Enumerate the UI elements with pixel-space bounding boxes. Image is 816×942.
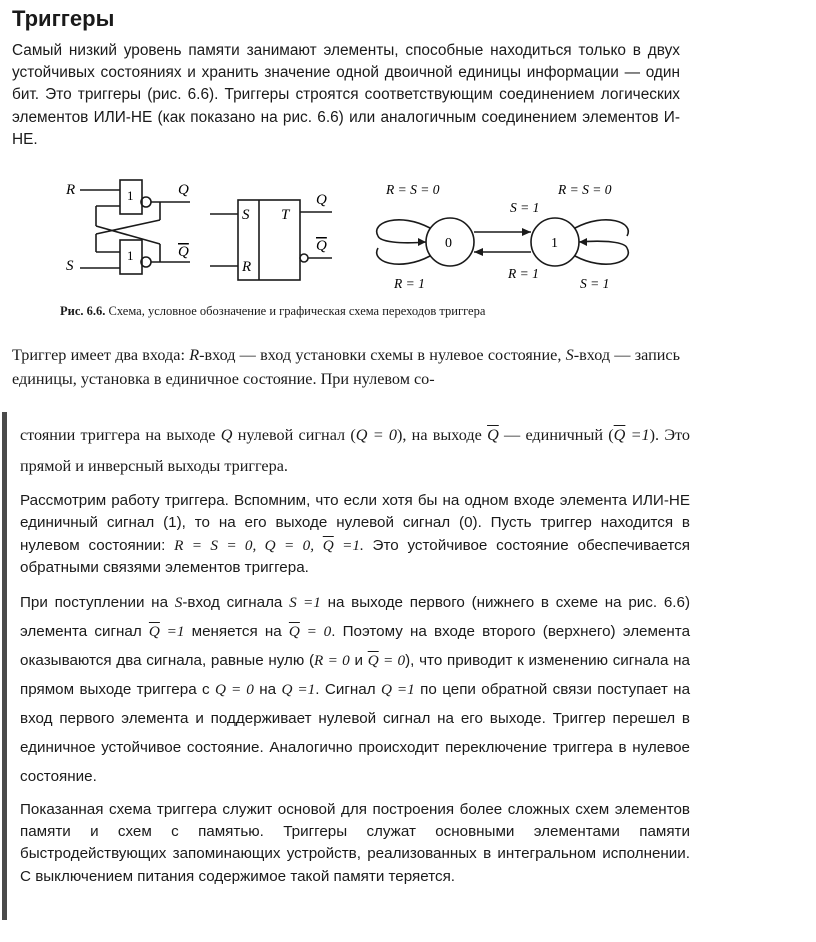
latch-s-label: S (66, 258, 74, 274)
continuation-block (20, 420, 690, 896)
state-1: 1 (551, 236, 558, 251)
symbol-r-label: R (242, 259, 252, 275)
intro-paragraph: Самый низкий уровень памяти занимают элементы, способные находиться только в двух устойчивых состояниях и хранить значение одной двоичной единицы информации — один бит. Это триггеры (рис. 6.6). Триггеры строятся соответствующим соединением логических элементов ИЛИ-НЕ (как показано на рис. 6.6) или аналогичным соединением элементов И-НЕ. (12, 42, 680, 148)
loop1-bottom-label: S = 1 (580, 276, 610, 291)
edge-10-label: R = 1 (508, 266, 539, 281)
caption-text: Схема, условное обозначение и графическая схема переходов триггера (108, 304, 486, 318)
latch-gate-lower: 1 (127, 248, 134, 263)
left-border-bar (2, 412, 7, 920)
loop1-top-label: R = S = 0 (558, 182, 612, 197)
symbol-s-label: S (242, 207, 250, 223)
final-paragraph: Показанная схема триггера служит основой для построения более сложных схем элементов памяти и схем с памятью. Триггеры служат основными элементами памяти быстродействующих запоминающих устройств, реализованных в интегральном исполнении. С выключением питания содержимое такой памяти теряется. (20, 800, 690, 885)
figure-caption (60, 304, 660, 319)
latch-q-label: Q (178, 182, 189, 198)
latch-r-label: R (66, 182, 76, 198)
symbol-qbar-label: Q (316, 238, 327, 254)
caption-number: Рис. 6.6. (60, 304, 106, 318)
state-0: 0 (445, 236, 452, 251)
latch-qbar-label: Q (178, 244, 189, 260)
latch-gate-upper: 1 (127, 188, 134, 203)
trigger-symbol (210, 200, 332, 280)
work-paragraph: Рассмотрим работу триггера. Вспомним, что если хотя бы на одном входе элемента ИЛИ-НЕ единичный сигнал (1), то на его выходе нулевой сигнал (0). Пусть триггер находится в нулевом состоянии: R = S = 0, Q = 0, $\overline{Q} =1$. Это устойчивое состояние обеспечивается обратными связями элементов триггера. (20, 492, 690, 577)
rs-latch-diagram (80, 180, 190, 274)
symbol-q-label: Q (316, 192, 327, 208)
transition-graph (377, 218, 629, 266)
switch-paragraph: При поступлении на S-вход сигнала S =1 на выходе первого (нижнего в схеме на рис. 6.6) элемента сигнал $\overline{Q} =1$ меняется на $\overline{Q} = 0$. Поэтому на входе второго (верхнего) элемента оказываются два сигнала, равные нулю (R = 0 и $\overline{Q} = 0$), что приводит к изменению сигнала на прямом выходе триггера с Q = 0 на Q =1. Сигнал Q =1 по цепи обратной связи поступает на вход первого элемента и поддерживает нулевой сигнал на его выходе. Триггер перешел в единичное устойчивое состояние. Аналогично происходит переключение триггера в нулевое состояние. (20, 593, 691, 785)
symbol-t-label: T (281, 207, 290, 223)
page-title: Триггеры (12, 6, 115, 31)
edge-01-label: S = 1 (510, 200, 540, 215)
inputs-paragraph: Триггер имеет два входа: R-вход — вход установки схемы в нулевое состояние, S-вход — запись единицы, установка в единичное состояние. При нулевом со- (12, 346, 680, 388)
loop0-bottom-label: R = 1 (394, 276, 425, 291)
loop0-top-label: R = S = 0 (386, 182, 440, 197)
figure-6-6 (60, 172, 640, 300)
outputs-paragraph: стоянии триггера на выходе Q нулевой сигнал (Q = 0), на выходе $\overline{Q}$ — единичный $(\overline{Q} =1)$. Это прямой и инверсный выходы триггера. (20, 426, 690, 475)
